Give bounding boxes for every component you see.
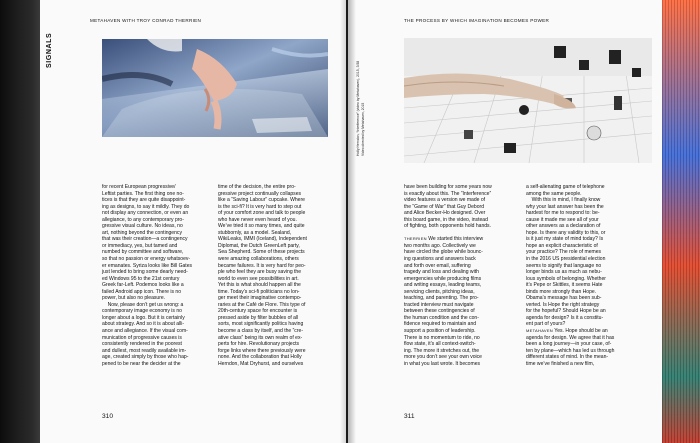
text-line: is the sci-fi? It is very hard to step out bbox=[218, 203, 302, 210]
text-line: is exactly about this. The “Interference” bbox=[404, 190, 492, 197]
text-line: other answers as a declaration of bbox=[526, 223, 601, 230]
speaker-line bbox=[404, 236, 492, 243]
text-line: why your last answer has been the bbox=[526, 203, 604, 210]
image-caption bbox=[356, 38, 378, 158]
text-line: of fighting, both opponents hold hands. bbox=[404, 223, 491, 230]
text-line: who have never even heard of you. bbox=[218, 216, 297, 223]
text-line: With this in mind, I finally know bbox=[526, 197, 601, 204]
text-line: longer binds us as much as nebu- bbox=[526, 269, 602, 276]
text-line: servicing clients, pitching ideas, bbox=[404, 288, 475, 295]
text-line: hardest for me to respond to: be- bbox=[526, 210, 600, 217]
text-line: among the same people. bbox=[526, 190, 582, 197]
text-line: ple who feel they are busy saving the bbox=[218, 269, 302, 276]
text-line: hope. Is there any validity to this, or bbox=[526, 229, 606, 236]
text-line: sorts, most significantly politics having bbox=[218, 321, 304, 328]
text-line: ed Windows 95 to the 21st century bbox=[102, 275, 180, 282]
text-line: about strategy. And so it is about alli- bbox=[102, 321, 185, 328]
text-line: not display any connection, or even an bbox=[102, 210, 189, 217]
text-line: gressive project continually collapses bbox=[218, 190, 302, 197]
text-line: it’s Pepe or Skittles, it seems Hate bbox=[526, 282, 603, 289]
game-board-image bbox=[404, 38, 652, 163]
text-line: longer about a logo. But it is certainly bbox=[102, 314, 185, 321]
text-line: were amazing collaborations, others bbox=[218, 256, 299, 263]
text-line: binds more strongly than Hope. bbox=[526, 288, 597, 295]
text-line: Herndon, Mat Dryhurst, and ourselves bbox=[218, 360, 304, 367]
text-line: tragedy and loss and dealing with bbox=[404, 269, 479, 276]
right-page-number: 311 bbox=[404, 413, 415, 420]
text-line: and writing essays, leading teams, bbox=[404, 282, 482, 289]
text-line: Now, please don’t get us wrong: a bbox=[102, 301, 184, 308]
text-line: different states of mind. In the mean- bbox=[526, 354, 609, 361]
text-line: pened to be near the decider at the bbox=[102, 360, 181, 367]
text-line: a self-alienating game of telephone bbox=[526, 184, 605, 190]
left-running-head: METAHAVEN WITH TROY CONRAD THERRIEN bbox=[90, 18, 202, 23]
left-page-number: 310 bbox=[102, 413, 114, 420]
text-line: and Alice Becker-Ho designed. Over bbox=[404, 210, 486, 217]
text-line: tracted interview must navigate bbox=[404, 301, 474, 308]
right-column-2 bbox=[526, 184, 614, 367]
text-line: in what you last wrote. It becomes bbox=[404, 360, 481, 367]
text-line: ance and allegiance. If the visual com- bbox=[102, 328, 188, 335]
text-line: Greek far-Left. Podemos looks like a bbox=[102, 282, 184, 289]
text-line: ten by plane—which has led us through bbox=[526, 347, 615, 354]
text-line: for the hopeful? Should Hope be an bbox=[526, 308, 606, 315]
text-line: fidence required to maintain and bbox=[404, 321, 477, 328]
text-line: hope an explicit characteristic of bbox=[526, 242, 598, 249]
text-line: Yet this is what should happen all the bbox=[218, 282, 301, 289]
left-photo bbox=[102, 39, 328, 137]
left-column-1 bbox=[102, 184, 192, 367]
text-line: have been building for some years now bbox=[404, 184, 492, 190]
caption-text bbox=[356, 61, 366, 156]
text-line: There is no momentum to ride, no bbox=[404, 334, 480, 341]
text-line: ative class” being its own realm of ex- bbox=[218, 334, 303, 341]
text-line: munication of progressive causes is bbox=[102, 334, 182, 341]
text-line: age, created simply by those who hap- bbox=[102, 354, 189, 361]
text-line: ing questions and answers back bbox=[404, 256, 476, 263]
spine-label-wrap bbox=[46, 18, 56, 78]
text-line: power, but also no pleasure. bbox=[102, 295, 166, 302]
text-line: consistently rendered in the poorest bbox=[102, 341, 182, 348]
text-line: that was their creation—a contingency bbox=[102, 236, 188, 243]
spine-label: SIGNALS bbox=[46, 32, 53, 68]
text-line: Diplomat, the Dutch GreenLeft party, bbox=[218, 242, 300, 249]
text-line: ger meet their imaginative contempo- bbox=[218, 295, 302, 302]
speaker-label: THERRIEN bbox=[404, 236, 427, 242]
text-line: became failures. It is very hard for peo- bbox=[218, 262, 306, 269]
left-page bbox=[40, 0, 346, 443]
text-line: the “Game of War” that Guy Debord bbox=[404, 203, 485, 210]
text-line: or immediacy, yes, but tamed and bbox=[102, 242, 178, 249]
text-line: failed Android app icon. There is no bbox=[102, 288, 182, 295]
text-line: time of the decision, the entire pro- bbox=[218, 184, 296, 190]
text-line: and forth over email, suffering bbox=[404, 262, 471, 269]
text-line: this board game, in the video, instead bbox=[404, 216, 488, 223]
text-line: been a long journey—in your case, of- bbox=[526, 341, 612, 348]
speaker-line bbox=[526, 328, 614, 335]
text-line: none. And the collaboration that Holly bbox=[218, 354, 302, 361]
right-photo bbox=[404, 38, 652, 163]
text-line: between these contingencies of bbox=[404, 308, 475, 315]
text-line: gressive visual culture. No ideas, no bbox=[102, 223, 183, 230]
text-line: support a position of leadership. bbox=[404, 328, 476, 335]
book-edge-right bbox=[662, 0, 700, 443]
text-line: time. Today’s sci-fi politicians no lon- bbox=[218, 288, 300, 295]
right-running-head: THE PROCESS BY WHICH IMAGINATION BECOMES POWER bbox=[404, 18, 550, 23]
text-line: contemporary image economy is no bbox=[102, 308, 182, 315]
text-line: so that no passion or energy whatsoev- bbox=[102, 256, 191, 263]
text-line: for recent European progressive/ bbox=[102, 184, 176, 190]
text-line: ing as designs, to say it mildly. They do bbox=[102, 203, 190, 210]
text-line: tices is that they are quite disappoint- bbox=[102, 197, 186, 204]
text-line: Sea Shepherd. Some of these projects bbox=[218, 249, 305, 256]
text-line: is it just my state of mind today? Is bbox=[526, 236, 604, 243]
text-line: cause it made me see all of your bbox=[526, 216, 599, 223]
text-line: and dullest, most readily available im- bbox=[102, 347, 187, 354]
text-line: WikiLeaks, IMMI (Iceland), Independent bbox=[218, 236, 307, 243]
caption-line: Holly Herndon, “Interference” (video by Metahaven), 2015, 3:58 bbox=[356, 60, 360, 156]
text-line: flow state, it’s all context-switch- bbox=[404, 341, 476, 348]
text-line: ent part of yours? bbox=[526, 321, 566, 328]
text-line: two months ago. Collectively we bbox=[404, 242, 476, 249]
text-line: forge links where there previously were bbox=[218, 347, 306, 354]
text-line: time we’ve finished a new film, bbox=[526, 360, 595, 367]
text-line: become a class by itself, and the “cre- bbox=[218, 328, 303, 335]
text-line: your practice? The role of memes bbox=[526, 249, 602, 256]
text-line: more you don’t see your own voice bbox=[404, 354, 482, 361]
left-column-2 bbox=[218, 184, 307, 367]
text-line: verted. Is Hope the right strategy bbox=[526, 301, 600, 308]
book-gutter bbox=[340, 0, 356, 443]
text-line: We’ve tried it so many times, and quite bbox=[218, 223, 305, 230]
book-edge-left bbox=[0, 0, 40, 443]
text-line: agenda for design. We agree that it has bbox=[526, 334, 615, 341]
text-line: seems to signify that language no bbox=[526, 262, 602, 269]
text-line: er emanates. Syriza looks like Bill Gates bbox=[102, 262, 193, 269]
text-line: pressed aside by filter bubbles of all bbox=[218, 314, 299, 321]
text-line: of your comfort zone and talk to people bbox=[218, 210, 306, 217]
text-line: 20th-century space for encounter is bbox=[218, 308, 298, 315]
hand-glass-image bbox=[102, 39, 328, 137]
text-line: Leftist parties. The first thing one no- bbox=[102, 190, 184, 197]
text-line: numbed by committee and software, bbox=[102, 249, 184, 256]
text-line: teaching, and parenting. The pro- bbox=[404, 295, 479, 302]
text-line: like a “Saving Labour” cupcake. Where bbox=[218, 197, 305, 204]
text-line: raries at the Café de Flore. This type of bbox=[218, 301, 306, 308]
right-page bbox=[348, 0, 662, 443]
text-line: stubbornly, as a model. Sealand, bbox=[218, 229, 292, 236]
text-line: agenda for design? Is it a constitu- bbox=[526, 314, 604, 321]
text-line: video features a version we made of bbox=[404, 197, 486, 204]
text-fragment: Yes. Hope should be an bbox=[553, 328, 608, 335]
text-line: the human condition and the con- bbox=[404, 314, 479, 321]
text-line: perts for hire. Revolutionary projects bbox=[218, 341, 300, 348]
text-line: allegiance, to any contemporary pro- bbox=[102, 216, 184, 223]
right-column-1 bbox=[404, 184, 492, 367]
speaker-label: METAHAVEN bbox=[526, 328, 553, 334]
text-line: emergencies while producing films bbox=[404, 275, 482, 282]
text-line: in the 2016 US presidential election bbox=[526, 256, 606, 263]
text-line: lous symbols of belonging. Whether bbox=[526, 275, 606, 282]
text-fragment: We started this interview bbox=[426, 236, 484, 243]
text-line: ing. The more it stretches out, the bbox=[404, 347, 480, 354]
text-line: art, nothing beyond the contingency bbox=[102, 229, 182, 236]
text-line: Obama’s message has been sub- bbox=[526, 295, 602, 302]
text-line: world to even see possibilities in art. bbox=[218, 275, 299, 282]
text-line: just lended to bring some dearly need- bbox=[102, 269, 188, 276]
caption-line: Video directed by Metahaven, 2015 bbox=[361, 102, 365, 156]
text-line: have circled the globe while bounc- bbox=[404, 249, 483, 256]
